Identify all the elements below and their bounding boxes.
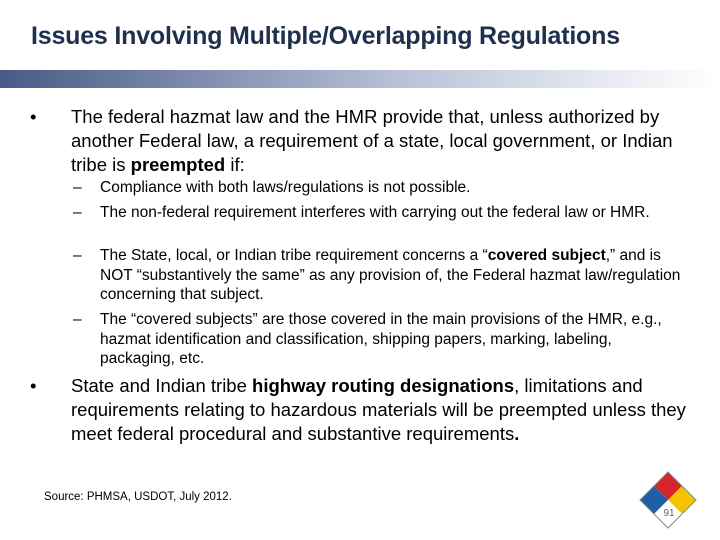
dash-marker: –: [73, 204, 82, 221]
sub-item-text: The non-federal requirement interferes with carrying out the federal law or HMR.: [100, 204, 650, 221]
source-citation: Source: PHMSA, USDOT, July 2012.: [44, 491, 232, 503]
dash-marker: –: [73, 247, 82, 264]
sub-item-text: The State, local, or Indian tribe requirement concerns a “covered subject,” and is NOT “substantively the same” as any provision of, the Federal hazmat law/regulation concerning that subject.: [100, 247, 681, 303]
bullet-marker: •: [30, 106, 37, 127]
bold-term: highway routing designations: [252, 375, 515, 396]
bold-term: preempted: [130, 154, 226, 175]
bullet-text: The federal hazmat law and the HMR provide that, unless authorized by another Federal law, a requirement of a state, local government, or Indian tribe is preempted if:: [71, 106, 673, 175]
bold-term: covered subject: [487, 247, 606, 264]
bullet-text: State and Indian tribe highway routing designations, limitations and requirements relating to hazardous materials will be preempted unless they meet federal procedural and substantive requirements.: [71, 375, 686, 444]
sub-item-text: The “covered subjects” are those covered in the main provisions of the HMR, e.g., hazmat identification and classification, shipping papers, marking, labeling, packaging, etc.: [100, 311, 662, 367]
sub-item-compliance: [73, 178, 688, 198]
bullet-item-preemption: [30, 105, 695, 177]
page-number: 91: [663, 508, 675, 519]
sub-item-interference: [73, 203, 688, 223]
sub-item-text: Compliance with both laws/regulations is not possible.: [100, 179, 471, 196]
slide-title: Issues Involving Multiple/Overlapping Regulations: [31, 22, 620, 50]
dash-marker: –: [73, 311, 82, 328]
bullet-item-routing: [30, 374, 695, 446]
sub-item-covered-subject: [73, 246, 688, 305]
sub-item-covered-subjects-definition: [73, 310, 688, 369]
dash-marker: –: [73, 179, 82, 196]
title-underline-bar: [0, 70, 720, 88]
bullet-marker: •: [30, 375, 37, 396]
hazmat-diamond-icon: [638, 470, 698, 530]
